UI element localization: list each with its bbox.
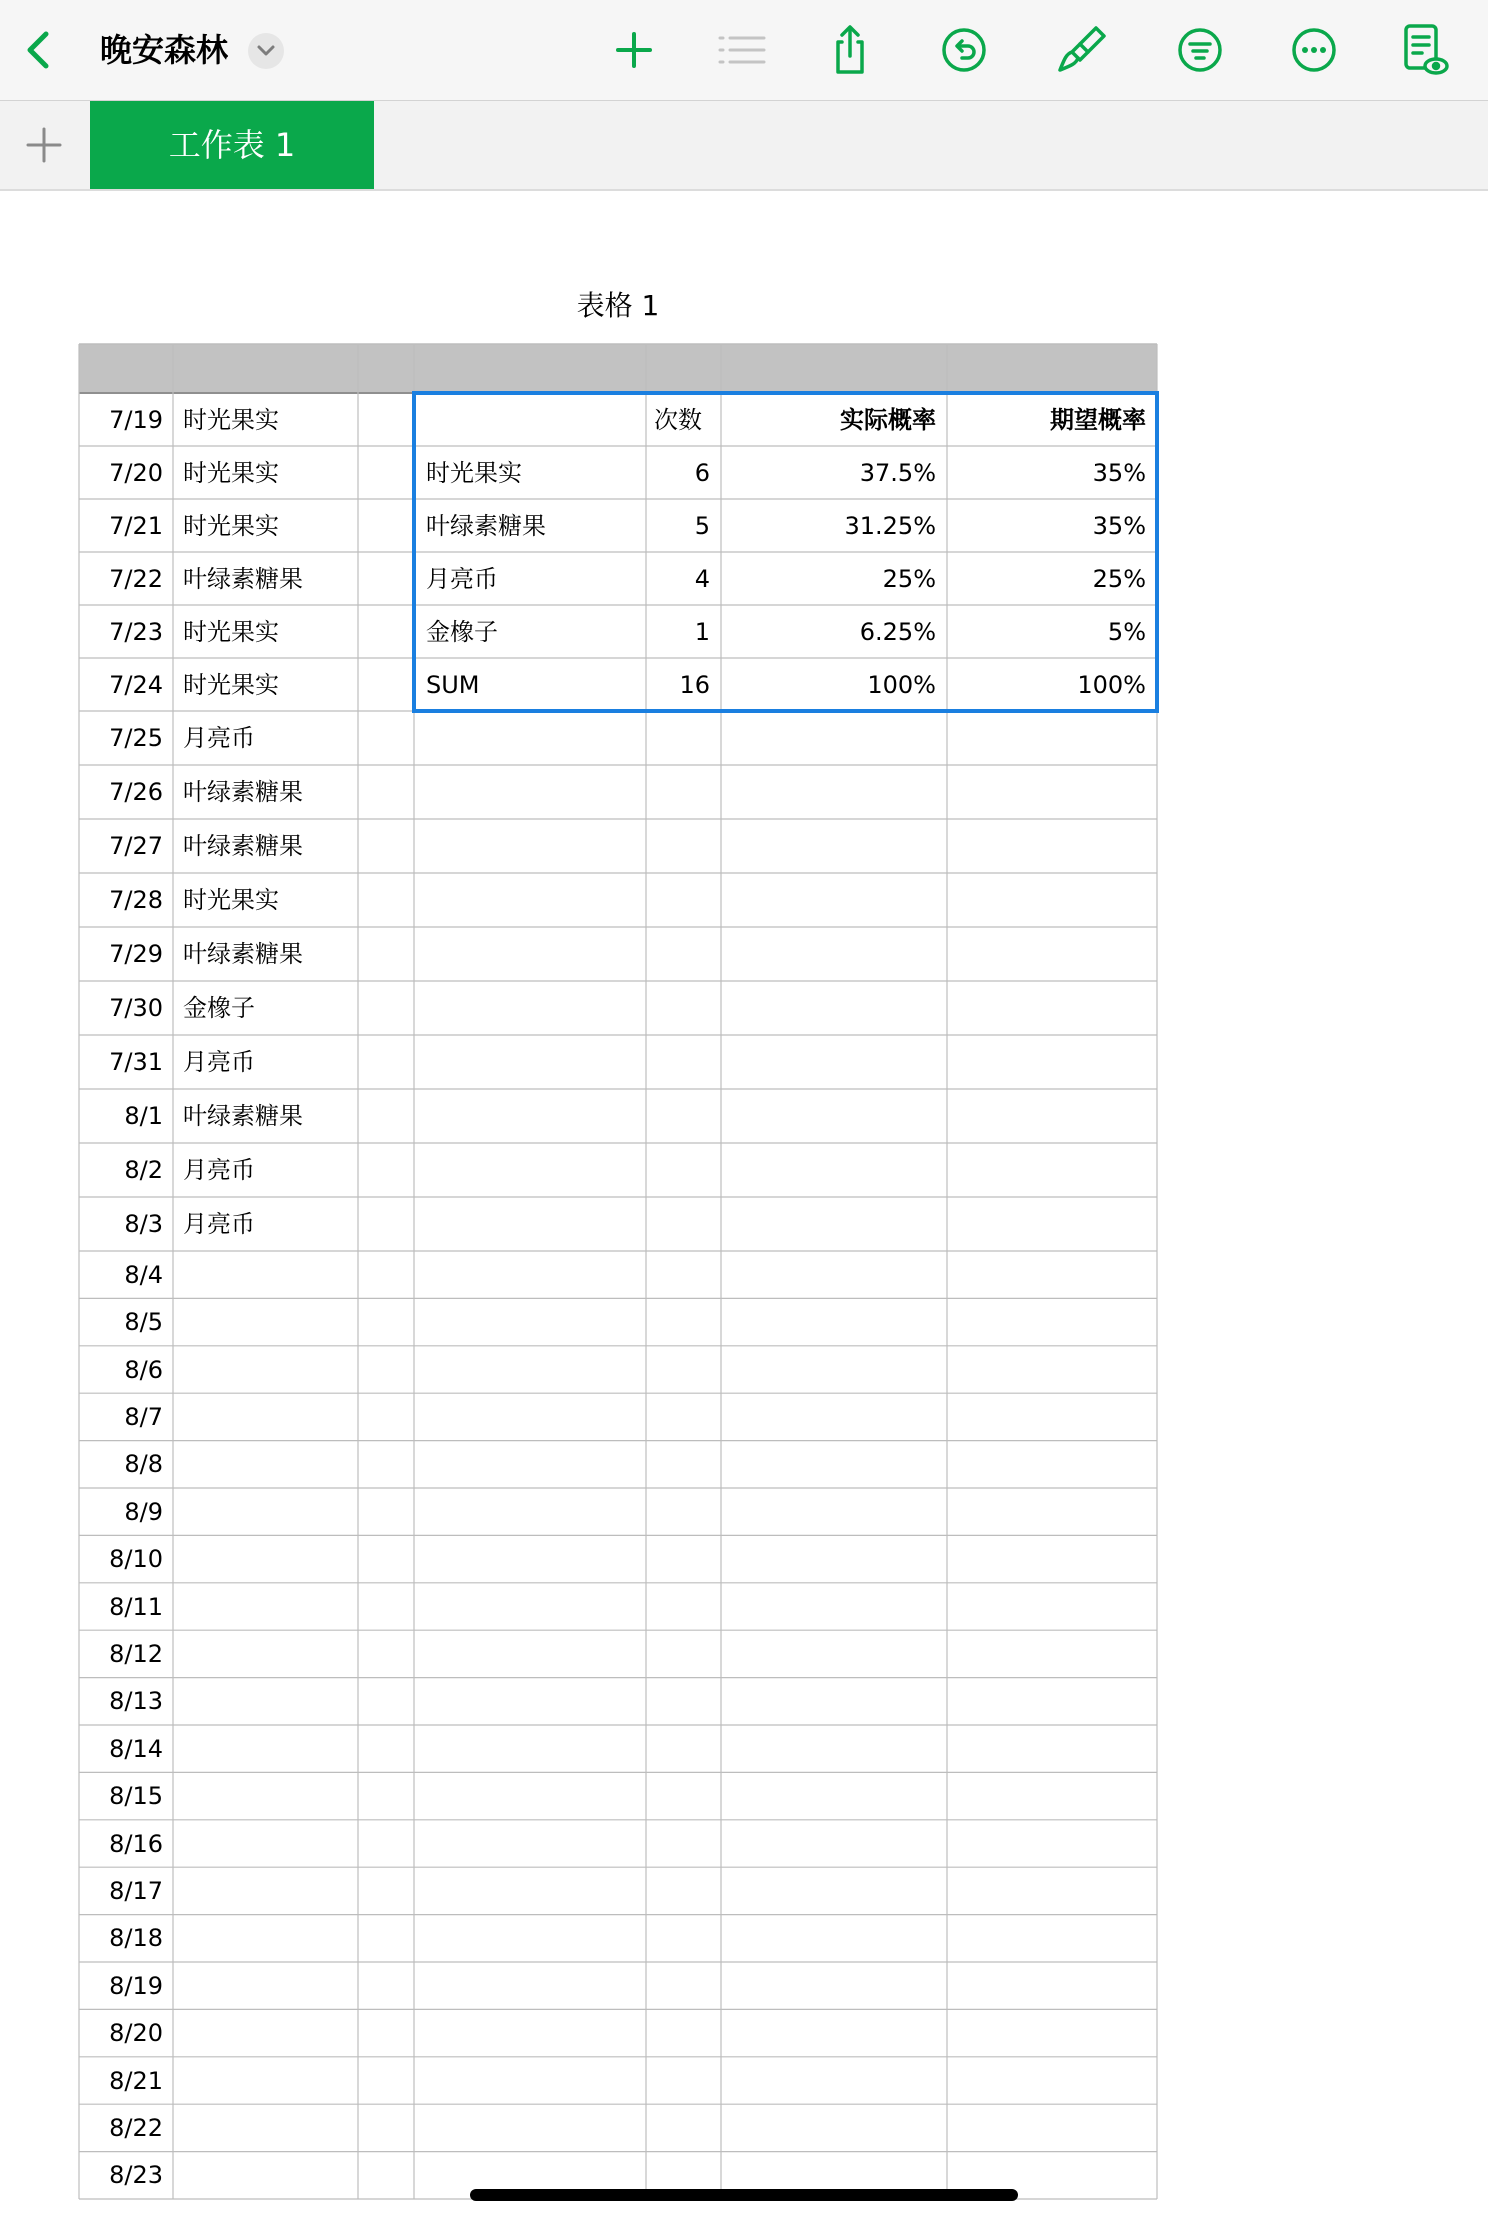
summary-count-cell[interactable]: 5 <box>694 511 710 540</box>
date-cell[interactable]: 7/26 <box>109 778 163 806</box>
date-cell[interactable]: 8/13 <box>109 1687 163 1716</box>
summary-count-cell[interactable]: 16 <box>679 670 710 699</box>
item-cell[interactable]: 叶绿素糖果 <box>183 832 303 860</box>
date-cell[interactable]: 8/12 <box>109 1639 163 1668</box>
date-cell[interactable]: 8/3 <box>124 1210 163 1238</box>
date-cell[interactable]: 7/20 <box>109 458 163 487</box>
date-cell[interactable]: 8/9 <box>124 1497 163 1526</box>
item-cell[interactable]: 月亮币 <box>183 1156 255 1184</box>
summary-expected-cell[interactable]: 35% <box>1092 458 1146 487</box>
item-cell[interactable]: 时光果实 <box>183 617 279 646</box>
date-cell[interactable]: 7/27 <box>109 832 163 860</box>
summary-name-cell[interactable]: 叶绿素糖果 <box>426 511 546 540</box>
date-cell[interactable]: 8/19 <box>109 1971 163 2000</box>
summary-expected-cell[interactable]: 100% <box>1077 670 1146 699</box>
item-cell[interactable]: 时光果实 <box>183 405 279 434</box>
date-cell[interactable]: 7/19 <box>109 405 163 434</box>
date-cell[interactable]: 7/31 <box>109 1048 163 1076</box>
date-cell[interactable]: 7/22 <box>109 564 163 593</box>
summary-count-cell[interactable]: 6 <box>694 458 710 487</box>
summary-name-cell[interactable]: 月亮币 <box>426 564 498 593</box>
summary-count-cell[interactable]: 4 <box>694 564 710 593</box>
date-cell[interactable]: 8/4 <box>124 1260 163 1289</box>
item-cell[interactable]: 叶绿素糖果 <box>183 564 303 593</box>
date-cell[interactable]: 8/5 <box>124 1308 163 1337</box>
summary-header-count[interactable]: 次数 <box>654 405 702 434</box>
summary-actual-cell[interactable]: 31.25% <box>844 511 936 540</box>
summary-expected-cell[interactable]: 5% <box>1107 617 1146 646</box>
summary-actual-cell[interactable]: 37.5% <box>859 458 936 487</box>
summary-count-cell[interactable]: 1 <box>694 617 710 646</box>
summary-name-cell[interactable]: SUM <box>426 670 480 699</box>
summary-expected-cell[interactable]: 25% <box>1092 564 1146 593</box>
item-cell[interactable]: 时光果实 <box>183 886 279 914</box>
item-cell[interactable]: 叶绿素糖果 <box>183 778 303 806</box>
item-cell[interactable]: 时光果实 <box>183 511 279 540</box>
table-title[interactable]: 表格 1 <box>576 289 660 322</box>
date-cell[interactable]: 7/24 <box>109 670 163 699</box>
summary-expected-cell[interactable]: 35% <box>1092 511 1146 540</box>
date-cell[interactable]: 8/7 <box>124 1402 163 1431</box>
date-cell[interactable]: 8/15 <box>109 1782 163 1811</box>
date-cell[interactable]: 8/18 <box>109 1924 163 1953</box>
date-cell[interactable]: 8/6 <box>124 1355 163 1384</box>
date-cell[interactable]: 8/8 <box>124 1450 163 1479</box>
item-cell[interactable]: 叶绿素糖果 <box>183 1102 303 1130</box>
date-cell[interactable]: 8/1 <box>124 1102 163 1130</box>
summary-header-actual[interactable]: 实际概率 <box>840 405 936 434</box>
item-cell[interactable]: 月亮币 <box>183 724 255 752</box>
date-cell[interactable]: 7/21 <box>109 511 163 540</box>
date-cell[interactable]: 8/2 <box>124 1156 163 1184</box>
date-cell[interactable]: 7/25 <box>109 724 163 752</box>
date-cell[interactable]: 8/10 <box>109 1545 163 1574</box>
header-band <box>79 344 1157 393</box>
item-cell[interactable]: 月亮币 <box>183 1210 255 1238</box>
date-cell[interactable]: 7/23 <box>109 617 163 646</box>
date-cell[interactable]: 8/21 <box>109 2066 163 2095</box>
date-cell[interactable]: 8/17 <box>109 1876 163 1905</box>
date-cell[interactable]: 7/28 <box>109 886 163 914</box>
item-cell[interactable]: 时光果实 <box>183 458 279 487</box>
summary-name-cell[interactable]: 时光果实 <box>426 458 522 487</box>
summary-name-cell[interactable]: 金橡子 <box>426 617 498 646</box>
date-cell[interactable]: 8/23 <box>109 2161 163 2190</box>
summary-header-expected[interactable]: 期望概率 <box>1050 405 1146 434</box>
date-cell[interactable]: 8/16 <box>109 1829 163 1858</box>
home-indicator <box>470 2189 1018 2201</box>
item-cell[interactable]: 月亮币 <box>183 1048 255 1076</box>
tab-sheet-1[interactable]: 工作表 1 <box>90 101 374 189</box>
item-cell[interactable]: 金橡子 <box>183 994 255 1022</box>
date-cell[interactable]: 7/29 <box>109 940 163 968</box>
summary-actual-cell[interactable]: 100% <box>867 670 936 699</box>
summary-actual-cell[interactable]: 25% <box>882 564 936 593</box>
item-cell[interactable]: 时光果实 <box>183 670 279 699</box>
date-cell[interactable]: 8/11 <box>109 1592 163 1621</box>
date-cell[interactable]: 7/30 <box>109 994 163 1022</box>
document-title[interactable]: 晚安森林 <box>100 31 229 69</box>
date-cell[interactable]: 8/20 <box>109 2019 163 2048</box>
date-cell[interactable]: 8/14 <box>109 1734 163 1763</box>
summary-actual-cell[interactable]: 6.25% <box>859 617 936 646</box>
item-cell[interactable]: 叶绿素糖果 <box>183 940 303 968</box>
date-cell[interactable]: 8/22 <box>109 2113 163 2142</box>
